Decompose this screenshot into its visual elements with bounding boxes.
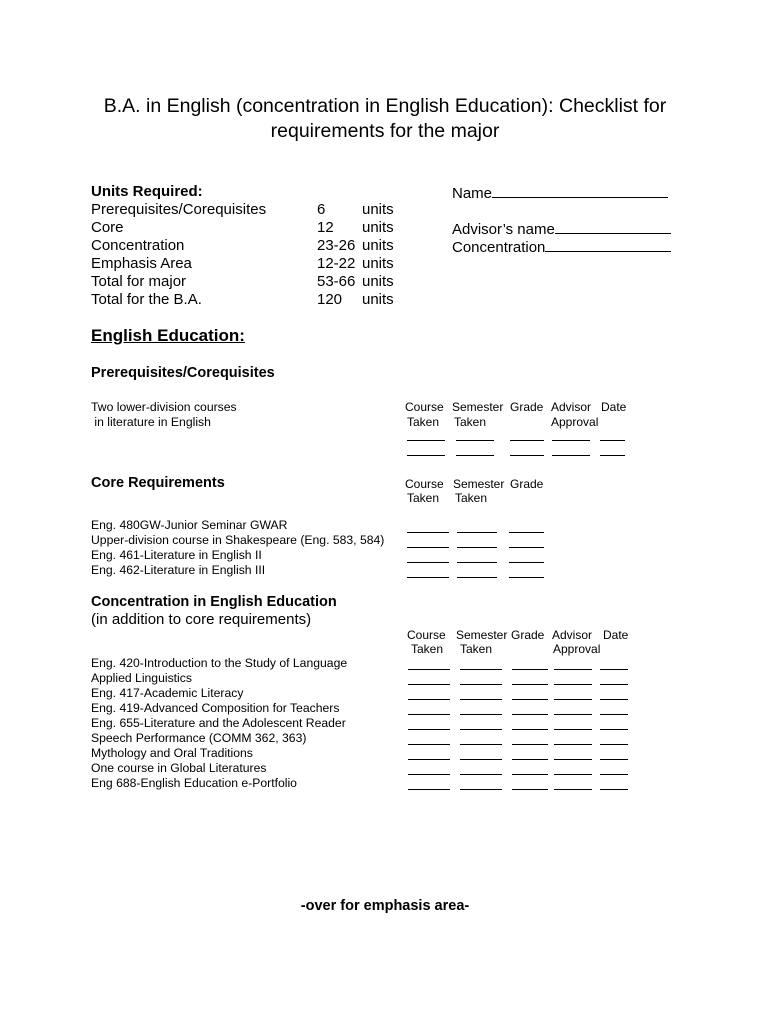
blank-line[interactable]: [509, 577, 544, 578]
blank-line[interactable]: [512, 774, 548, 775]
units-required-heading: Units Required:: [91, 183, 203, 200]
units-value: 23-26: [317, 237, 356, 254]
list-item: Eng. 420-Introduction to the Study of Language: [91, 656, 348, 670]
name-field[interactable]: [452, 183, 668, 203]
blank-line[interactable]: [600, 455, 625, 456]
blank-line[interactable]: [510, 455, 544, 456]
blank-line[interactable]: [554, 744, 592, 745]
blank-line[interactable]: [457, 532, 497, 533]
list-item: One course in Global Literatures: [91, 761, 267, 775]
blank-line[interactable]: [408, 729, 450, 730]
blank-line[interactable]: [407, 455, 445, 456]
col-course-taken: Taken: [411, 642, 444, 656]
blank-line[interactable]: [407, 547, 449, 548]
col-grade: Grade: [511, 628, 545, 642]
blank-line[interactable]: [600, 744, 628, 745]
col-course-taken: Taken: [407, 491, 440, 505]
blank-line[interactable]: [460, 789, 502, 790]
units-label: Total for the B.A.: [91, 291, 202, 308]
blank-line[interactable]: [512, 729, 548, 730]
units-label: Core: [91, 219, 124, 236]
blank-line[interactable]: [554, 729, 592, 730]
blank-line[interactable]: [457, 562, 497, 563]
col-grade: Grade: [510, 400, 544, 414]
blank-line[interactable]: [512, 699, 548, 700]
blank-line[interactable]: [408, 774, 450, 775]
blank-line[interactable]: [408, 789, 450, 790]
col-date: Date: [601, 400, 627, 414]
blank-line[interactable]: [600, 729, 628, 730]
blank-line[interactable]: [554, 789, 592, 790]
blank-line[interactable]: [460, 744, 502, 745]
blank-line[interactable]: [407, 532, 449, 533]
blank-line[interactable]: [512, 669, 548, 670]
list-item: Applied Linguistics: [91, 671, 192, 685]
concentration-heading: Concentration in English Education: [91, 594, 337, 610]
advisor-name-blank[interactable]: [555, 219, 671, 234]
units-value: 6: [317, 201, 326, 218]
blank-line[interactable]: [600, 789, 628, 790]
col-semester: Semester: [456, 628, 508, 642]
list-item: Speech Performance (COMM 362, 363): [91, 731, 307, 745]
name-blank[interactable]: [492, 183, 668, 198]
blank-line[interactable]: [552, 440, 590, 441]
blank-line[interactable]: [509, 562, 544, 563]
list-item: Eng. 480GW-Junior Seminar GWAR: [91, 518, 288, 532]
blank-line[interactable]: [460, 729, 502, 730]
blank-line[interactable]: [460, 774, 502, 775]
section-title: English Education:: [91, 326, 245, 345]
blank-line[interactable]: [408, 684, 450, 685]
col-grade: Grade: [510, 477, 544, 491]
advisor-name-label: Advisor’s name: [452, 221, 555, 238]
blank-line[interactable]: [512, 789, 548, 790]
units-label: Concentration: [91, 237, 185, 254]
col-course: Course: [407, 628, 446, 642]
blank-line[interactable]: [554, 759, 592, 760]
blank-line[interactable]: [554, 684, 592, 685]
blank-line[interactable]: [554, 774, 592, 775]
blank-line[interactable]: [600, 699, 628, 700]
col-semester: Semester: [453, 477, 505, 491]
blank-line[interactable]: [408, 669, 450, 670]
blank-line[interactable]: [554, 699, 592, 700]
concentration-field[interactable]: [452, 237, 671, 257]
blank-line[interactable]: [510, 440, 544, 441]
prereq-item-line-1: Two lower-division courses: [91, 400, 237, 414]
blank-line[interactable]: [554, 669, 592, 670]
blank-line[interactable]: [509, 532, 544, 533]
blank-line[interactable]: [552, 455, 590, 456]
blank-line[interactable]: [407, 577, 449, 578]
col-advisor-approval: Approval: [553, 642, 601, 656]
name-label: Name: [452, 185, 493, 202]
blank-line[interactable]: [509, 547, 544, 548]
concentration-label: Concentration: [452, 239, 546, 256]
blank-line[interactable]: [457, 547, 497, 548]
units-unit: units: [362, 237, 394, 254]
page-title-line-1: B.A. in English (concentration in English Education): Checklist for: [103, 95, 667, 117]
blank-line[interactable]: [460, 669, 502, 670]
list-item: Eng. 417-Academic Literacy: [91, 686, 244, 700]
units-value: 120: [317, 291, 343, 308]
blank-line[interactable]: [600, 684, 628, 685]
units-unit: units: [362, 219, 394, 236]
col-semester: Semester: [452, 400, 504, 414]
blank-line[interactable]: [407, 562, 449, 563]
blank-line[interactable]: [600, 669, 628, 670]
units-unit: units: [362, 291, 394, 308]
blank-line[interactable]: [600, 759, 628, 760]
prereq-item-line-2: in literature in English: [91, 415, 211, 429]
blank-line[interactable]: [408, 699, 450, 700]
blank-line[interactable]: [460, 759, 502, 760]
list-item: Mythology and Oral Traditions: [91, 746, 253, 760]
col-semester-taken: Taken: [460, 642, 493, 656]
list-item: Upper-division course in Shakespeare (Eng. 583, 584): [91, 533, 385, 547]
col-advisor-approval: Approval: [551, 415, 599, 429]
col-semester-taken: Taken: [455, 491, 488, 505]
blank-line[interactable]: [456, 440, 494, 441]
list-item: Eng. 462-Literature in English III: [91, 563, 266, 577]
core-heading: Core Requirements: [91, 475, 225, 491]
col-course: Course: [405, 477, 444, 491]
blank-line[interactable]: [512, 744, 548, 745]
blank-line[interactable]: [408, 759, 450, 760]
col-date: Date: [603, 628, 629, 642]
units-label: Emphasis Area: [91, 255, 192, 272]
units-value: 12-22: [317, 255, 356, 272]
advisor-name-field[interactable]: [452, 219, 671, 239]
units-label: Prerequisites/Corequisites: [91, 201, 267, 218]
list-item: Eng. 461-Literature in English II: [91, 548, 262, 562]
blank-line[interactable]: [407, 440, 445, 441]
col-course: Course: [405, 400, 444, 414]
concentration-subheading: (in addition to core requirements): [91, 611, 312, 628]
blank-line[interactable]: [408, 714, 450, 715]
list-item: Eng 688-English Education e-Portfolio: [91, 776, 297, 790]
page-title-line-2: requirements for the major: [270, 120, 500, 142]
concentration-blank[interactable]: [545, 237, 671, 252]
prereq-heading: Prerequisites/Corequisites: [91, 365, 275, 381]
blank-line[interactable]: [600, 774, 628, 775]
blank-line[interactable]: [456, 455, 494, 456]
blank-line[interactable]: [512, 684, 548, 685]
col-advisor: Advisor: [551, 400, 592, 414]
col-advisor: Advisor: [552, 628, 593, 642]
blank-line[interactable]: [408, 744, 450, 745]
list-item: Eng. 419-Advanced Composition for Teachers: [91, 701, 340, 715]
blank-line[interactable]: [460, 684, 502, 685]
units-unit: units: [362, 273, 394, 290]
units-label: Total for major: [91, 273, 187, 290]
blank-line[interactable]: [600, 440, 625, 441]
blank-line[interactable]: [512, 759, 548, 760]
units-unit: units: [362, 255, 394, 272]
blank-line[interactable]: [460, 714, 502, 715]
units-value: 12: [317, 219, 334, 236]
units-unit: units: [362, 201, 394, 218]
footer-note: -over for emphasis area-: [300, 898, 470, 914]
col-semester-taken: Taken: [454, 415, 487, 429]
blank-line[interactable]: [457, 577, 497, 578]
blank-line[interactable]: [554, 714, 592, 715]
units-value: 53-66: [317, 273, 356, 290]
col-course-taken: Taken: [407, 415, 440, 429]
list-item: Eng. 655-Literature and the Adolescent Reader: [91, 716, 346, 730]
blank-line[interactable]: [460, 699, 502, 700]
blank-line[interactable]: [512, 714, 548, 715]
blank-line[interactable]: [600, 714, 628, 715]
